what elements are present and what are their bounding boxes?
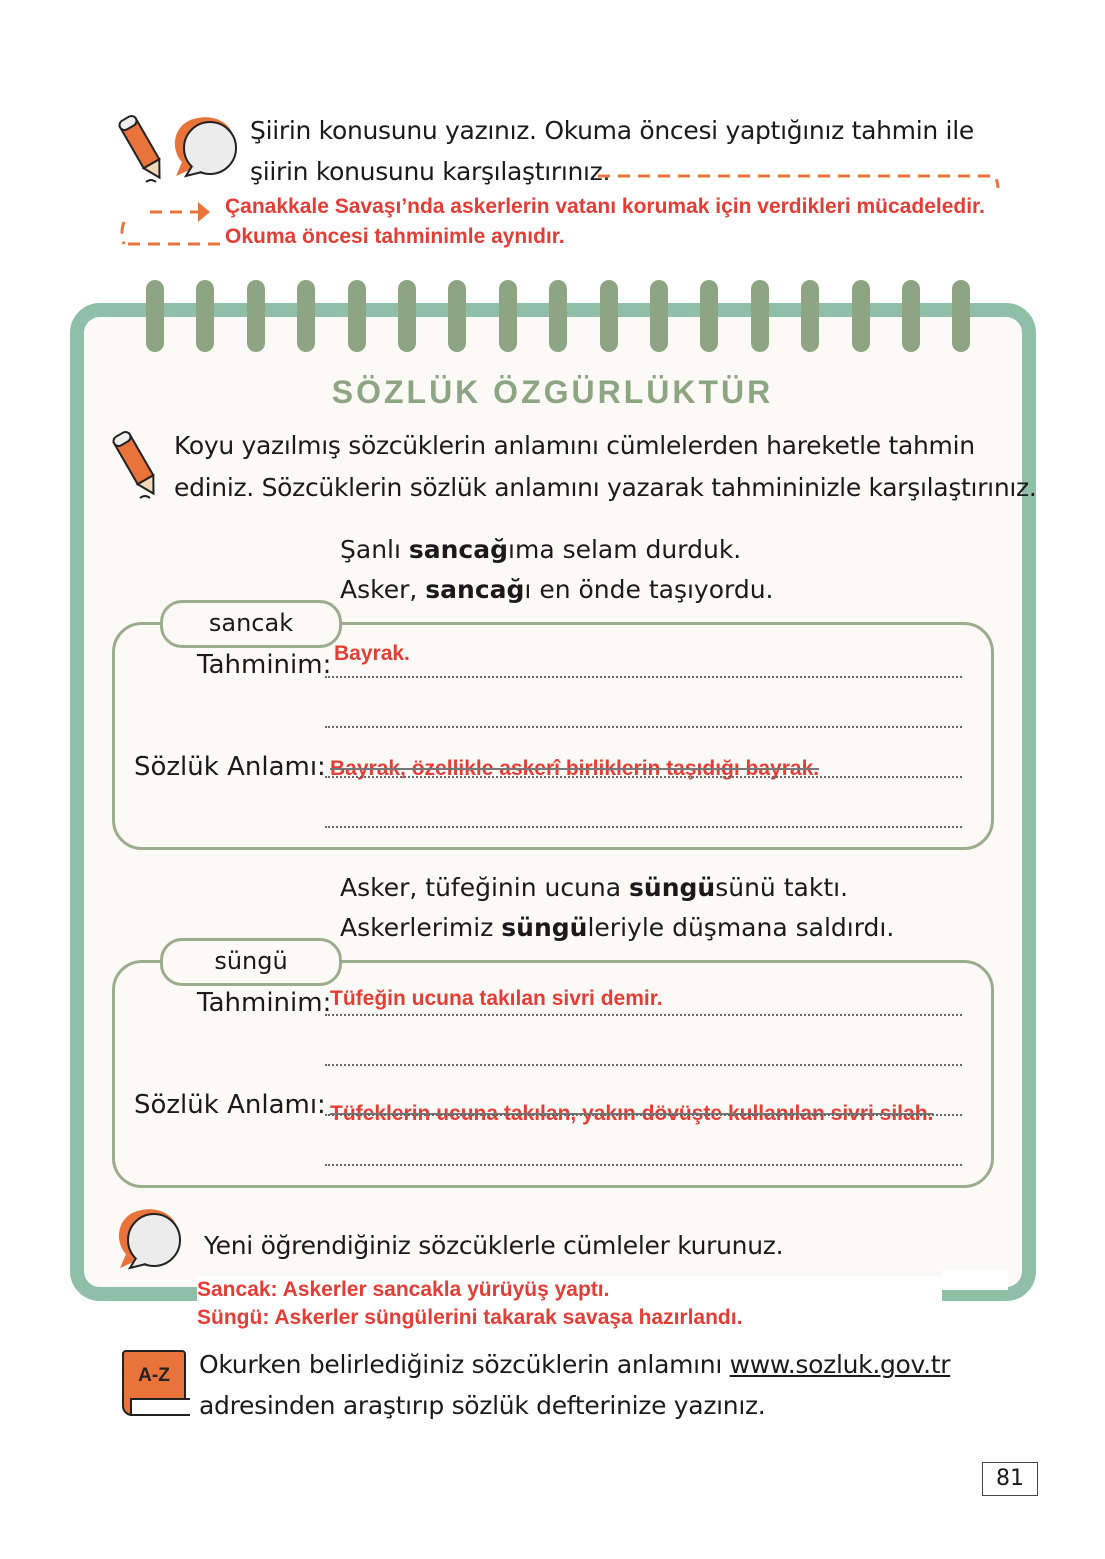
sentence-text: ıma selam durduk. bbox=[508, 535, 742, 564]
page-number: 81 bbox=[982, 1462, 1038, 1496]
spiral-ring bbox=[196, 280, 214, 352]
spiral-ring bbox=[801, 280, 819, 352]
spiral-ring bbox=[700, 280, 718, 352]
sozluk-link[interactable]: www.sozluk.gov.tr bbox=[729, 1350, 951, 1379]
answer-line[interactable] bbox=[325, 726, 962, 728]
frame-gap bbox=[942, 1270, 1008, 1290]
q4-instruction-line2: adresinden araştırıp sözlük defterinize yazınız. bbox=[199, 1391, 766, 1420]
sentence-text: Asker, bbox=[340, 575, 426, 604]
guess-label: Tahminim: bbox=[197, 988, 332, 1018]
word-label: süngü bbox=[160, 938, 342, 986]
spiral-ring bbox=[600, 280, 618, 352]
section-instruction-line1: Koyu yazılmış sözcüklerin anlamını cümlelerden hareketle tahmin bbox=[174, 431, 975, 460]
spiral-ring bbox=[751, 280, 769, 352]
q4-text: Okurken belirlediğiniz sözcüklerin anlamını bbox=[199, 1350, 730, 1379]
spiral-ring bbox=[297, 280, 315, 352]
sentence-text: ı en önde taşıyordu. bbox=[524, 575, 774, 604]
answer-line[interactable] bbox=[325, 826, 962, 828]
bold-word: süngü bbox=[501, 913, 588, 942]
spiral-ring bbox=[902, 280, 920, 352]
book-pages bbox=[130, 1398, 190, 1416]
q4-instruction-line1 bbox=[199, 1345, 950, 1385]
book-label: A-Z bbox=[138, 1365, 170, 1386]
dictionary-book-icon bbox=[122, 1350, 186, 1416]
dictionary-label: Sözlük Anlamı: bbox=[134, 752, 326, 782]
answer-line[interactable] bbox=[325, 1064, 962, 1066]
sentence-text: leriyle düşmana saldırdı. bbox=[587, 913, 895, 942]
sentence-text: Askerlerimiz bbox=[340, 913, 502, 942]
guess-label: Tahminim: bbox=[197, 650, 332, 680]
spiral-ring bbox=[852, 280, 870, 352]
bold-word: sancağ bbox=[425, 575, 525, 604]
q1-instruction-line1: Şiirin konusunu yazınız. Okuma öncesi yaptığınız tahmin ile bbox=[250, 116, 974, 145]
spiral-ring bbox=[650, 280, 668, 352]
example-sentence bbox=[340, 868, 848, 908]
dictionary-label: Sözlük Anlamı: bbox=[134, 1090, 326, 1120]
guess-answer: Tüfeğin ucuna takılan sivri demir. bbox=[330, 987, 663, 1010]
section-title: SÖZLÜK ÖZGÜRLÜKTÜR bbox=[331, 374, 774, 410]
sentence-text: Asker, tüfeğinin ucuna bbox=[340, 873, 630, 902]
guess-answer: Bayrak. bbox=[334, 642, 410, 665]
section-instruction-line2: ediniz. Sözcüklerin sözlük anlamını yazarak tahmininizle karşılaştırınız. bbox=[174, 473, 1037, 502]
q1-answer-line1: Çanakkale Savaşı’nda askerlerin vatanı korumak için verdikleri mücadeledir. bbox=[225, 195, 985, 218]
answer-line[interactable] bbox=[325, 1164, 962, 1166]
sentence-text: Şanlı bbox=[340, 535, 409, 564]
speech-bubble-icon bbox=[168, 114, 240, 178]
spiral-ring bbox=[348, 280, 366, 352]
pencil-icon bbox=[112, 428, 162, 503]
q3-instruction: Yeni öğrendiğiniz sözcüklerle cümleler kurunuz. bbox=[204, 1231, 784, 1260]
example-sentence bbox=[340, 908, 894, 948]
bold-word: sancağ bbox=[408, 535, 509, 564]
sentence-text: sünü taktı. bbox=[715, 873, 849, 902]
spiral-ring bbox=[499, 280, 517, 352]
word-label: sancak bbox=[160, 600, 342, 648]
q3-answer-line2: Süngü: Askerler süngülerini takarak savaşa hazırlandı. bbox=[197, 1306, 743, 1329]
answer-line[interactable] bbox=[325, 1014, 962, 1016]
bold-word: süngü bbox=[629, 873, 716, 902]
q3-answer-line1: Sancak: Askerler sancakla yürüyüş yaptı. bbox=[197, 1278, 610, 1301]
spiral-ring bbox=[247, 280, 265, 352]
example-sentence bbox=[340, 530, 741, 570]
answer-line[interactable] bbox=[325, 676, 962, 678]
spiral-ring bbox=[398, 280, 416, 352]
dictionary-answer: Tüfeklerin ucuna takılan, yakın dövüşte kullanılan sivri silah. bbox=[330, 1102, 934, 1125]
answer-line[interactable] bbox=[325, 776, 962, 778]
spiral-ring bbox=[952, 280, 970, 352]
q1-answer-line2: Okuma öncesi tahminimle aynıdır. bbox=[225, 225, 565, 248]
answer-line[interactable] bbox=[325, 1114, 962, 1116]
spiral-ring bbox=[448, 280, 466, 352]
speech-bubble-icon bbox=[112, 1206, 184, 1270]
example-sentence bbox=[340, 570, 774, 610]
dictionary-answer: Bayrak, özellikle askerî birliklerin taşıdığı bayrak. bbox=[330, 757, 820, 780]
spiral-ring bbox=[146, 280, 164, 352]
spiral-ring bbox=[549, 280, 567, 352]
q1-instruction-line2: şiirin konusunu karşılaştırınız. bbox=[250, 157, 611, 186]
